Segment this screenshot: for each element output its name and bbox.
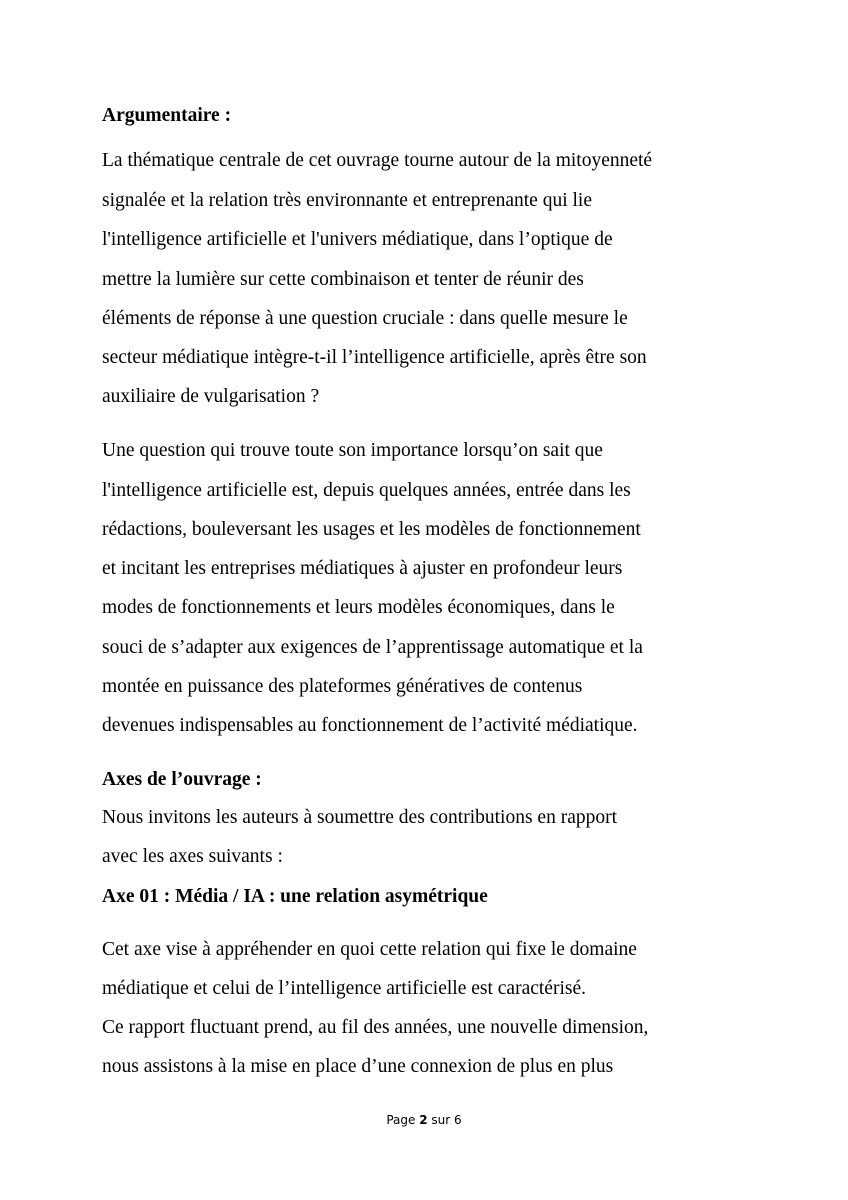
paragraph-line: nous assistons à la mise en place d’une connexion de plus en plus: [102, 1056, 614, 1077]
page-footer: [0, 1113, 848, 1127]
paragraph-line: Cet axe vise à appréhender en quoi cette relation qui fixe le domaine: [102, 939, 637, 960]
paragraph-line: montée en puissance des plateformes génératives de contenus: [102, 676, 583, 697]
paragraph-line: La thématique centrale de cet ouvrage tourne autour de la mitoyenneté: [102, 150, 653, 171]
paragraph-line: et incitant les entreprises médiatiques à ajuster en profondeur leurs: [102, 558, 623, 579]
paragraph-line: avec les axes suivants :: [102, 846, 283, 867]
paragraph-line: Nous invitons les auteurs à soumettre des contributions en rapport: [102, 807, 618, 828]
paragraph-line: l'intelligence artificielle est, depuis quelques années, entrée dans les: [102, 480, 631, 501]
paragraph-line: secteur médiatique intègre-t-il l’intelligence artificielle, après être son: [102, 347, 647, 368]
paragraph-line: l'intelligence artificielle et l'univers médiatique, dans l’optique de: [102, 229, 613, 250]
heading-axes: Axes de l’ouvrage :: [102, 769, 262, 790]
paragraph-line: auxiliaire de vulgarisation ?: [102, 386, 320, 407]
footer-middle: sur: [431, 1113, 451, 1127]
paragraph-line: éléments de réponse à une question cruciale : dans quelle mesure le: [102, 308, 628, 329]
paragraph-line: Une question qui trouve toute son importance lorsqu’on sait que: [102, 440, 603, 461]
paragraph-line: rédactions, bouleversant les usages et les modèles de fonctionnement: [102, 519, 641, 540]
paragraph-line: devenues indispensables au fonctionnement de l’activité médiatique.: [102, 715, 638, 736]
paragraph-line: médiatique et celui de l’intelligence artificielle est caractérisé.: [102, 978, 586, 999]
paragraph-line: Ce rapport fluctuant prend, au fil des années, une nouvelle dimension,: [102, 1017, 649, 1038]
paragraph-line: mettre la lumière sur cette combinaison et tenter de réunir des: [102, 269, 584, 290]
heading-axe-01: Axe 01 : Média / IA : une relation asymétrique: [102, 886, 488, 907]
paragraph-line: souci de s’adapter aux exigences de l’apprentissage automatique et la: [102, 637, 643, 658]
page-total: 6: [454, 1113, 462, 1127]
heading-argumentaire: Argumentaire :: [102, 105, 232, 126]
page-number: 2: [419, 1113, 428, 1127]
paragraph-line: signalée et la relation très environnante et entreprenante qui lie: [102, 190, 592, 211]
paragraph-line: modes de fonctionnements et leurs modèles économiques, dans le: [102, 597, 615, 618]
footer-prefix: Page: [386, 1113, 416, 1127]
